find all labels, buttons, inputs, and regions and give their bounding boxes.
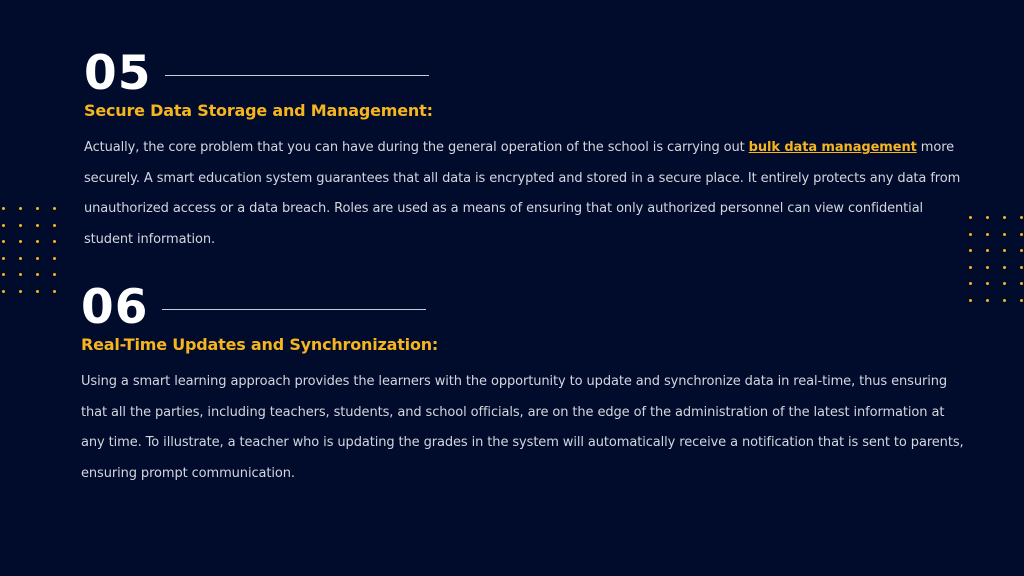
- decorative-dot: [969, 299, 972, 302]
- decorative-dot: [986, 282, 989, 285]
- section-number: 06: [81, 280, 149, 335]
- decorative-dot-grid-right: [969, 216, 1023, 302]
- decorative-dot: [19, 207, 22, 210]
- decorative-dot: [1003, 233, 1006, 236]
- divider-line: [165, 75, 429, 76]
- decorative-dot: [53, 273, 56, 276]
- body-text-before-link: Actually, the core problem that you can have during the general operation of the school is carrying out: [84, 140, 749, 155]
- decorative-dot: [53, 257, 56, 260]
- bulk-data-management-link[interactable]: bulk data management: [748, 140, 917, 155]
- decorative-dot: [986, 233, 989, 236]
- section-number: 05: [84, 46, 152, 101]
- decorative-dot: [1003, 299, 1006, 302]
- decorative-dot: [969, 216, 972, 219]
- decorative-dot: [19, 257, 22, 260]
- section-body: [84, 133, 964, 255]
- decorative-dot: [19, 273, 22, 276]
- decorative-dot: [1020, 282, 1023, 285]
- decorative-dot: [36, 257, 39, 260]
- decorative-dot: [986, 249, 989, 252]
- decorative-dot: [969, 233, 972, 236]
- decorative-dot: [1003, 266, 1006, 269]
- decorative-dot: [2, 257, 5, 260]
- body-text-after-link: more securely. A smart education system guarantees that all data is encrypted and stored in a secure place. It entirely protects any data from unauthorized access or a data breach. Roles are used as a means of ensuring that only authorized personnel can view confidential student information.: [84, 140, 961, 247]
- decorative-dot-grid-left: [2, 207, 56, 293]
- decorative-dot: [36, 290, 39, 293]
- decorative-dot: [2, 224, 5, 227]
- decorative-dot: [2, 273, 5, 276]
- section-number-row: [81, 282, 971, 334]
- decorative-dot: [53, 224, 56, 227]
- decorative-dot: [1020, 299, 1023, 302]
- decorative-dot: [53, 240, 56, 243]
- decorative-dot: [1020, 249, 1023, 252]
- decorative-dot: [53, 290, 56, 293]
- decorative-dot: [36, 240, 39, 243]
- decorative-dot: [2, 240, 5, 243]
- decorative-dot: [969, 282, 972, 285]
- decorative-dot: [19, 240, 22, 243]
- decorative-dot: [1020, 216, 1023, 219]
- decorative-dot: [1020, 233, 1023, 236]
- section-heading: Real-Time Updates and Synchronization:: [81, 335, 439, 354]
- section-06: [81, 282, 971, 489]
- decorative-dot: [986, 266, 989, 269]
- decorative-dot: [36, 224, 39, 227]
- divider-line: [162, 309, 426, 310]
- section-body: Using a smart learning approach provides the learners with the opportunity to update and synchronize data in real-time, thus ensuring that all the parties, including teachers, students, and school officials, are on the edge of the administration of the latest information at any time. To illustrate, a teacher who is updating the grades in the system will automatically receive a notification that is sent to parents, ensuring prompt communication.: [81, 374, 964, 481]
- decorative-dot: [19, 224, 22, 227]
- decorative-dot: [969, 266, 972, 269]
- decorative-dot: [1020, 266, 1023, 269]
- decorative-dot: [1003, 249, 1006, 252]
- decorative-dot: [986, 299, 989, 302]
- section-number-row: [84, 48, 964, 100]
- decorative-dot: [1003, 216, 1006, 219]
- decorative-dot: [53, 207, 56, 210]
- decorative-dot: [1003, 282, 1006, 285]
- decorative-dot: [36, 273, 39, 276]
- decorative-dot: [19, 290, 22, 293]
- decorative-dot: [2, 290, 5, 293]
- section-05: [84, 48, 964, 255]
- decorative-dot: [36, 207, 39, 210]
- decorative-dot: [986, 216, 989, 219]
- section-heading: Secure Data Storage and Management:: [84, 101, 433, 120]
- decorative-dot: [2, 207, 5, 210]
- decorative-dot: [969, 249, 972, 252]
